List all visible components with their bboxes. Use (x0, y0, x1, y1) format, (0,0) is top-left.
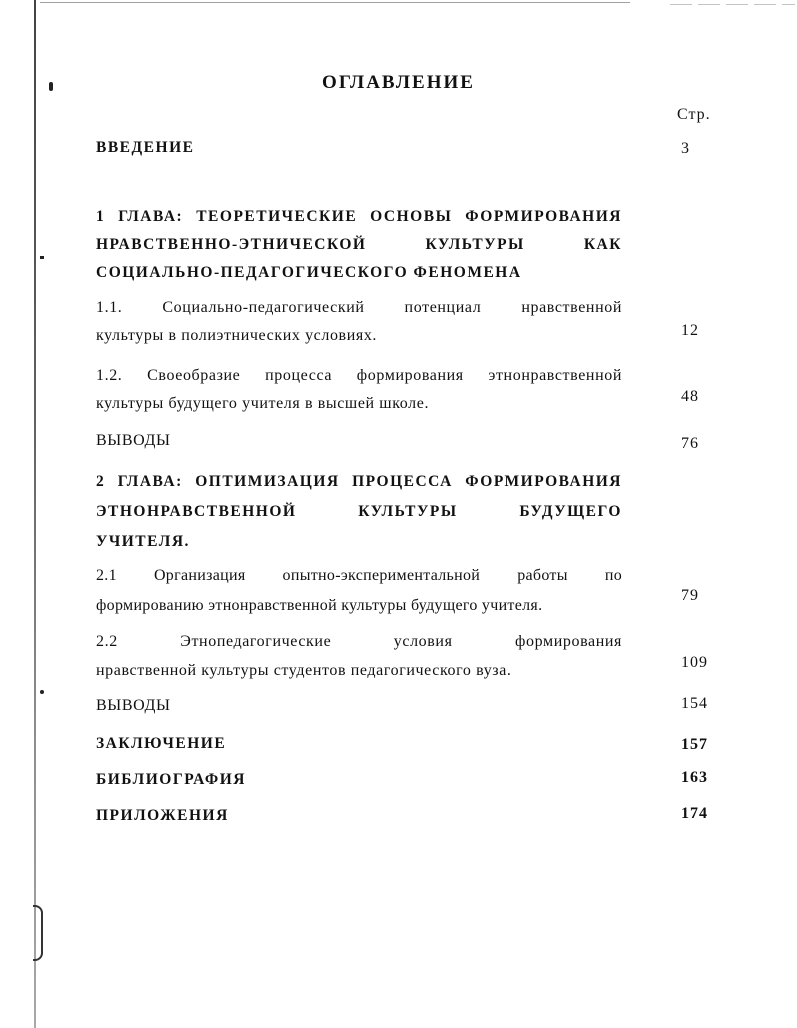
toc-section-2-2 (96, 627, 622, 685)
section-line: 2.1 Организация опытно-экспериментальной работы по (96, 567, 622, 584)
heading-line: УЧИТЕЛЯ. (96, 533, 190, 550)
section-line: нравственной культуры студентов педагогического вуза. (96, 662, 512, 679)
scan-line (40, 2, 630, 3)
page-number: 157 (681, 736, 708, 753)
toc-chapter-2-heading (96, 467, 622, 557)
page-number: 174 (681, 805, 708, 822)
page-number: 48 (681, 388, 699, 405)
page-number: 12 (681, 322, 699, 339)
page-number: 3 (681, 140, 690, 157)
section-line: формированию этнонравственной культуры будущего учителя. (96, 597, 543, 614)
toc-entry-conclusion (96, 730, 622, 758)
scan-mark (40, 256, 44, 259)
section-line: культуры будущего учителя в высшей школе. (96, 395, 430, 412)
entry-label: ЗАКЛЮЧЕНИЕ (96, 735, 227, 752)
section-line: 1.2. Своеобразие процесса формирования этнонравственной (96, 367, 622, 384)
page-number: 163 (681, 769, 708, 786)
heading-line: 2 ГЛАВА: ОПТИМИЗАЦИЯ ПРОЦЕССА ФОРМИРОВАНИЯ (96, 473, 622, 490)
page-title: ОГЛАВЛЕНИЕ (322, 72, 475, 93)
toc-section-1-1 (96, 294, 622, 350)
heading-line: 1 ГЛАВА: ТЕОРЕТИЧЕСКИЕ ОСНОВЫ ФОРМИРОВАНИЯ (96, 208, 622, 225)
toc-entry-appendices (96, 802, 622, 830)
page-number: 154 (681, 695, 708, 712)
heading-line: ЭТНОНРАВСТВЕННОЙ КУЛЬТУРЫ БУДУЩЕГО (96, 503, 622, 520)
entry-label: ПРИЛОЖЕНИЯ (96, 807, 229, 824)
scan-mark (40, 690, 44, 694)
page-column-header: Стр. (677, 106, 711, 123)
toc-section-2-1 (96, 561, 622, 621)
entry-label: ВВЕДЕНИЕ (96, 139, 195, 156)
binding-bracket (33, 905, 43, 961)
toc-entry-introduction (96, 134, 622, 162)
toc-section-1-2 (96, 362, 622, 418)
heading-line: СОЦИАЛЬНО-ПЕДАГОГИЧЕСКОГО ФЕНОМЕНА (96, 264, 522, 281)
section-line: 1.1. Социально-педагогический потенциал нравственной (96, 299, 622, 316)
section-line: культуры в полиэтнических условиях. (96, 327, 378, 344)
toc-entry-conclusions-1 (96, 427, 622, 455)
page-number: 76 (681, 435, 699, 452)
heading-line: НРАВСТВЕННО-ЭТНИЧЕСКОЙ КУЛЬТУРЫ КАК (96, 236, 622, 253)
scan-line (670, 4, 795, 5)
entry-label: ВЫВОДЫ (96, 697, 171, 714)
toc-entry-conclusions-2 (96, 692, 622, 720)
entry-label: ВЫВОДЫ (96, 432, 171, 449)
page-number: 109 (681, 654, 708, 671)
section-line: 2.2 Этнопедагогические условия формирования (96, 633, 622, 650)
toc-entry-bibliography (96, 766, 622, 794)
page-number: 79 (681, 587, 699, 604)
scan-edge (34, 0, 36, 1028)
toc-chapter-1-heading (96, 203, 622, 287)
entry-label: БИБЛИОГРАФИЯ (96, 771, 246, 788)
